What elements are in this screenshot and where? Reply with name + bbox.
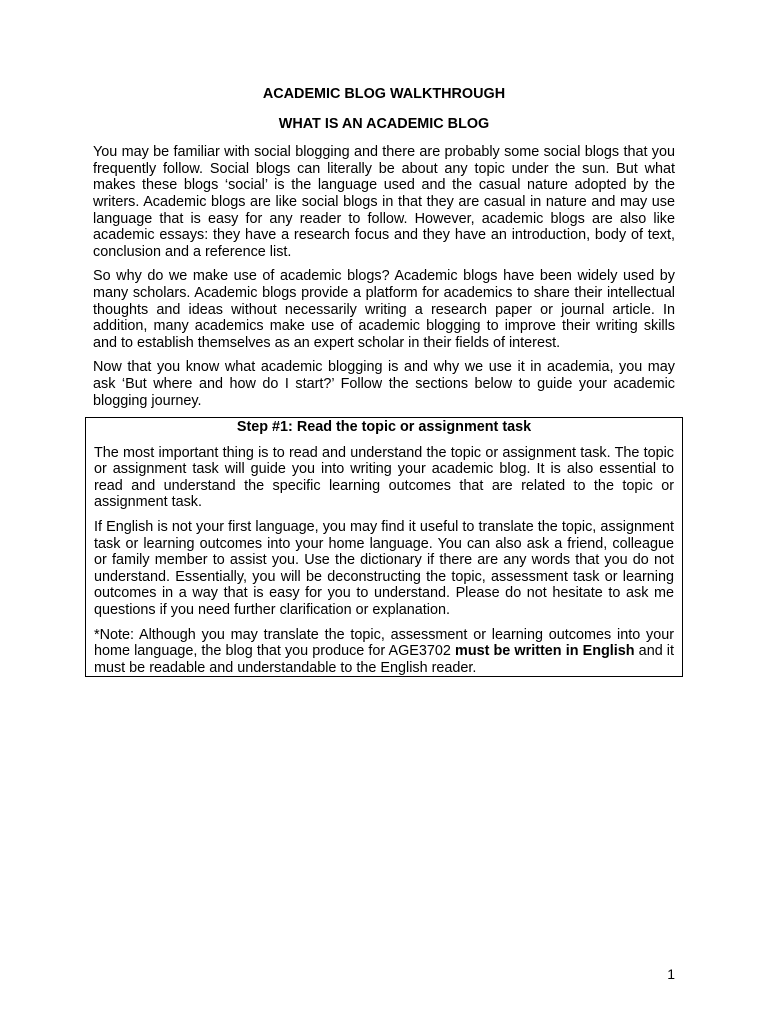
step-1-note bbox=[94, 627, 674, 677]
step-1-paragraph-2: If English is not your first language, you may find it useful to translate the topic, assignment task or learning outcomes into your home language. You can also ask a friend, colleague or family member to assist you. Use the dictionary if there are any words that you do not understand. Essentially, you will be deconstructing the topic, assessment task or learning outcomes in a way that is easy for you to understand. Please do not hesitate to ask me questions if you need further clarification or explanation. bbox=[94, 519, 674, 619]
step-1-paragraph-1: The most important thing is to read and understand the topic or assignment task. The topic or assignment task will guide you into writing your academic blog. It is also essential to read and understand the specific learning outcomes that are related to the topic or assignment task. bbox=[94, 444, 674, 511]
intro-paragraph-1: You may be familiar with social blogging and there are probably some social blogs that you frequently follow. Social blogs can literally be about any topic under the sun. But what makes these blogs ‘social’ is the language used and the casual nature adopted by the writers. Academic blogs are like social blogs in that they are casual in nature and may use language that is easy for any reader to follow. However, academic blogs are also like academic essays: they have a research focus and they have an introduction, body of text, conclusion and a reference list. bbox=[93, 144, 675, 260]
note-emphasis: must be written in English bbox=[455, 643, 635, 660]
document-page bbox=[93, 86, 675, 677]
document-title: ACADEMIC BLOG WALKTHROUGH bbox=[262, 86, 506, 102]
step-1-title: Step #1: Read the topic or assignment task bbox=[236, 419, 532, 436]
section-heading: WHAT IS AN ACADEMIC BLOG bbox=[278, 115, 490, 132]
page-number: 1 bbox=[667, 966, 675, 982]
intro-paragraph-2: So why do we make use of academic blogs? Academic blogs have been widely used by many scholars. Academic blogs provide a platform for academics to share their intellectual thoughts and ideas without necessarily writing a research paper or journal article. In addition, many academics make use of academic blogging to improve their writing skills and to establish themselves as an expert scholar in their fields of interest. bbox=[93, 268, 675, 351]
note-text-start: *Note: Although you may translate the topic, assessment or learning outcomes into your home language, the blog that you produce for AGE3702 bbox=[94, 626, 674, 660]
note-text-end: and it must be readable and understandable to the English reader. bbox=[94, 643, 675, 676]
step-1-box bbox=[85, 417, 683, 677]
intro-paragraph-3: Now that you know what academic blogging is and why we use it in academia, you may ask ‘But where and how do I start?’ Follow the sections below to guide your academic blogging journey. bbox=[93, 359, 675, 409]
